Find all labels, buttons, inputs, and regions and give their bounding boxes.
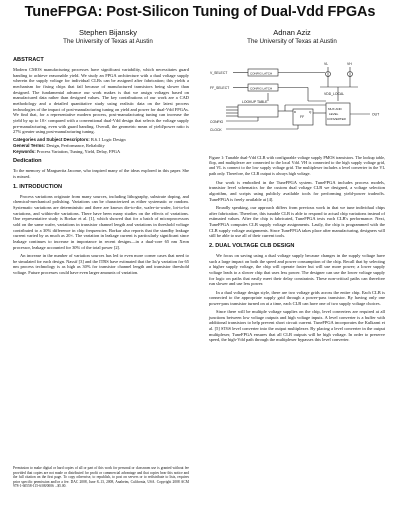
section-2-heading: 2. DUAL VOLTAGE CLB DESIGN bbox=[209, 242, 295, 249]
author-name: Stephen Bijansky bbox=[79, 28, 137, 37]
author-name: Adnan Aziz bbox=[273, 28, 311, 37]
categories-label: Categories and Subject Descriptors: bbox=[13, 137, 90, 143]
intro-paragraph-2: An increase in the number of variation sources has led to even more corner cases that need to be simulated for each design. Nassif [3] and the ITRS have estimated that the 3σ/μ variation for 65 nm process technology is as high as 30% for transistor channel length and transistor threshold voltage. Future processes could have even larger amounts of variation. bbox=[13, 252, 189, 275]
author-block-1 bbox=[23, 29, 193, 45]
abstract-text: Modern CMOS manufacturing processes have significant variability, which necessitates guard banding to achieve reasonable yield. We study an FPGA architecture with a dual voltage supply wherein the supply voltage for individual CLBs can be assigned after fabrication; this yields a mechanism for fixing chips that fail because of manufactured transistors being slower than designed. The fundamental advance our work makes is that we assign voltages based on manufactured data rather than designed values. The key contributions of our work are a CAD methodology and a detailed quantitative study using realistic data on the latest process technologies of the impact of post-manufacturing tuning on yield and power for dual-Vdd FPGAs. We find that, for a representative modern process, post-manufacturing tuning can increase the yield by up to 10× compared with a conventional dual-Vdd design that selects the voltage supply pre-manufacturing, even with guard banding. Overall, the geometric mean of yield/power ratio is 27% greater using post-manufacturing tuning. bbox=[13, 67, 189, 135]
keywords-label: Keywords: bbox=[13, 148, 36, 154]
clock-label: CLOCK bbox=[210, 128, 222, 132]
ff-d-label: D bbox=[294, 110, 297, 114]
lookup-table-label: LOOKUP TABLE bbox=[242, 100, 268, 104]
vdd-local-label: VDD_LOCAL bbox=[324, 92, 345, 96]
section-2-paragraph-3: Since there will be multiple voltage supplies on the chip, level converters are required at all junctions between low voltage outputs and high voltage inputs. A level converter is a buffer with additional transistors to help prevent short circuit current. TuneFPGA incorporates the Kulkarni et al. [5] ST6S level converter into the output multiplexer. By placing a level converter in the output multiplexer, TuneFPGA ensures that all CLB outputs will be high voltage. In order to preserve speed, the high-Vdd path through the multiplexer bypasses this level converter. bbox=[209, 309, 385, 343]
introduction-heading: 1. INTRODUCTION bbox=[13, 183, 63, 190]
figure-caption: Figure 1: Tunable dual-Vdd CLB with configurable voltage supply PMOS transistors. The lookup table, flop, and multiplexer are connected to the local Vdd. VH is connected to the high supply voltage grid, and VL is connect to the low supply voltage grid. The multiplexer includes a level converter in the VL path only. Therefore, the CLB output is always high voltage. bbox=[209, 155, 385, 176]
figure-1 bbox=[208, 57, 388, 150]
section-2-paragraph-2: In a dual voltage design style, there are two voltage grids across the entire chip. Each CLB is connected to the appropriate supply grid through a power-pass transistor. By having only one power-pass transistor turned on at a time, each CLB can have one of two supply voltage choices. bbox=[209, 289, 385, 306]
config-label: CONFIG bbox=[210, 120, 224, 124]
author-block-2 bbox=[207, 29, 377, 45]
dedication-heading: Dedication bbox=[13, 158, 42, 165]
categories-block bbox=[13, 137, 189, 154]
ff-select-label: FF_SELECT bbox=[210, 86, 230, 90]
author-affiliation: The University of Texas at Austin bbox=[63, 37, 153, 45]
converter-label: CONVERTER bbox=[327, 117, 346, 121]
section-2-paragraph-1: We focus on saving using a dual voltage supply because changes in the supply voltage have such a large impact on both the speed and power consumption of the chip. Recall that by selecting a higher supply voltage, the chip will operate faster but will use more power; a lower supply voltage leads to a slower chip that uses less power. The designer can use the lower voltage supply for logic on paths that easily meet their delay constraints. These non-critical paths can therefore run slower and use less power. bbox=[209, 252, 385, 287]
clb-schematic bbox=[208, 57, 388, 150]
general-terms-label: General Terms: bbox=[13, 143, 46, 149]
v-select-label: V_SELECT bbox=[210, 71, 228, 75]
level-label: LEVEL bbox=[329, 112, 339, 116]
config-latch-label: CONFIG LATCH bbox=[250, 71, 273, 76]
general-terms-text: Design, Performance, Reliability bbox=[46, 143, 105, 149]
config-latch-label: CONFIG LATCH bbox=[250, 86, 273, 91]
abstract-heading: ABSTRACT bbox=[13, 57, 44, 63]
dedication-text: To the memory of Marguerita Jacome, who inspired many of the ideas explored in this paper. She is missed. bbox=[13, 168, 189, 180]
categories-text: B.6.1 Logic Design bbox=[90, 137, 126, 143]
intro-paragraph-1: Process variations originate from many sources, including lithography, substrate doping, and chemical-mechanical polishing. Variations can be characterized as either systematic or random. Systematic variations are deterministic and there are known die-to-die, wafer-to-wafer, lot-to-lot variations, and within-die variations. There have been many studies on the effects of variations. One representative study is Borkar et al. [1], which showed that for a batch of microprocessors sold on the same wafer, variations in transistor channel length and variations in threshold voltage contributed to a 30% difference in chip frequencies. Borkar also reports that the standby leakage current varied by as much as 20×. The variation in leakage current is particularly significant since leakage continues to increase in importance in recent designs—in a dual-core 65 nm Xeon processor, leakage accounted for 30% of the total power [2]. bbox=[13, 193, 189, 250]
paper-title: TuneFPGA: Post-Silicon Tuning of Dual-Vdd FPGAs bbox=[24, 4, 376, 20]
vh-label: VH bbox=[347, 62, 352, 66]
right-column bbox=[209, 155, 385, 346]
right-paragraph-2: Broadly speaking, our approach differs from previous work in that we tune individual chips after fabrication. Therefore, this tunable CLB is able to respond to actual chip variations instead of estimated values. After the chip is fabricated, TuneFPGA tests each CLB's performance. Next, TuneFPGA computes CLB supply voltage assignments. Lastly, the chip is programmed with the CLB supply voltage assignments. Since TuneFPGA takes place after manufacturing, designers will still be able to use all of their current tools. bbox=[209, 205, 385, 239]
ff-label: FF bbox=[300, 115, 305, 119]
left-column bbox=[13, 57, 189, 278]
right-paragraph-1: Our work is embodied in the TuneFPGA system. TuneFPGA includes process models, transistor level schematics for the custom dual voltage CLB we designed, a voltage selection algorithm, and scripts using publicly available tools for performing yield-power tradeoffs. TuneFPGA is freely available at [4]. bbox=[209, 179, 385, 202]
ff-q-label: Q bbox=[309, 110, 312, 114]
vl-label: VL bbox=[324, 62, 329, 66]
author-affiliation: The University of Texas at Austin bbox=[247, 37, 337, 45]
permission-footnote: Permission to make digital or hard copies of all or part of this work for personal or classroom use is granted without fee provided that copies are not made or distributed for profit or commercial advantage and that copies bear this notice and the full citation on the first page. To copy otherwise, to republish, to post on servers or to redistribute to lists, requires prior specific permission and/or a fee. DAC 2008, June 8–13, 2008, Anaheim, California, USA. Copyright 2008 ACM 978-1-60558-115-6/08/0006 ...$5.00. bbox=[13, 466, 189, 489]
keywords-text: Process Variation, Tuning, Yield, Delay, FPGA bbox=[36, 148, 121, 154]
mux-label: MUX AND bbox=[328, 107, 342, 111]
out-label: OUT bbox=[372, 112, 380, 117]
